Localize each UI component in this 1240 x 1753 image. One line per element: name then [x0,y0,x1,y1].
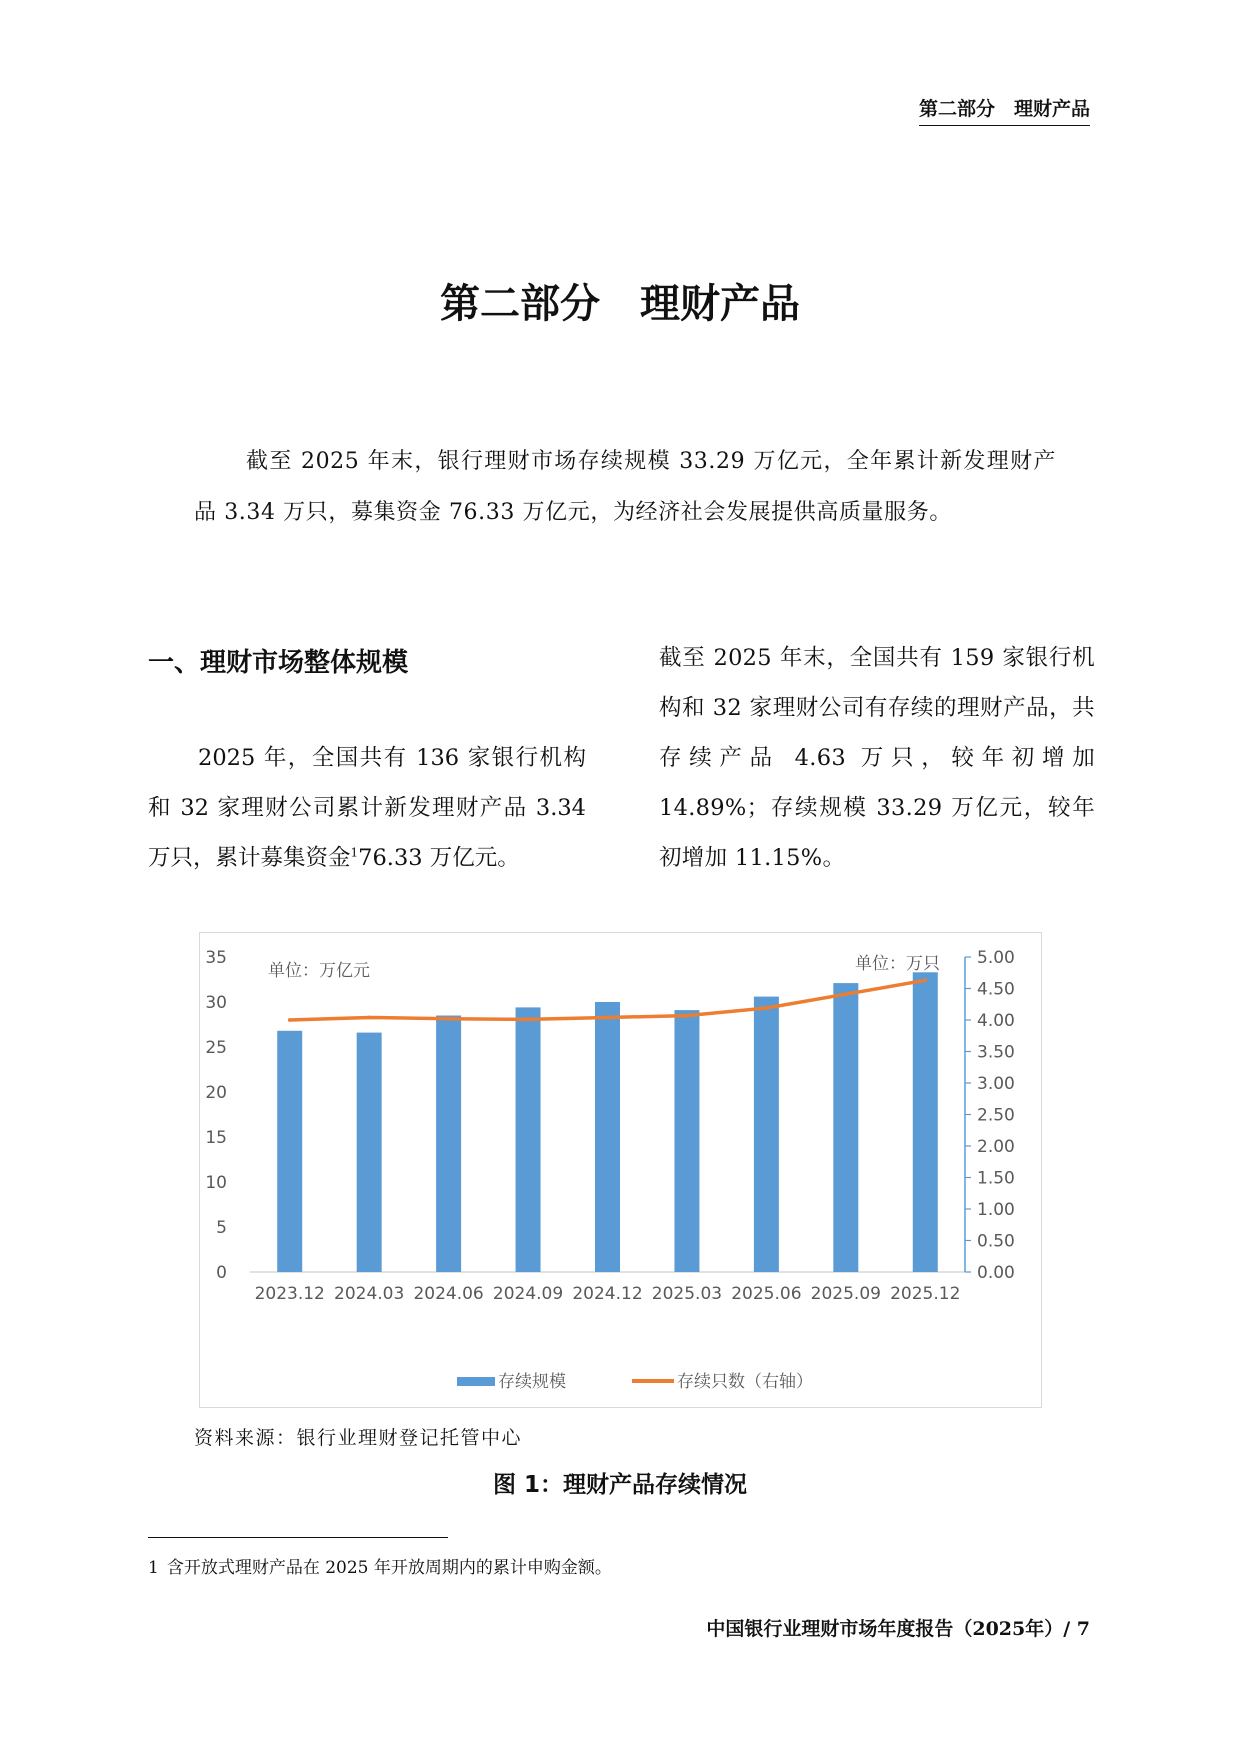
bar-2025.06 [754,997,779,1272]
right-axis-tick-label: 5.00 [977,948,1015,968]
right-axis-tick-label: 3.50 [977,1042,1015,1063]
x-axis-tick-label: 2025.09 [810,1284,881,1304]
left-axis-tick-label: 25 [205,1038,227,1058]
right-axis-tick-label: 4.00 [977,1011,1015,1031]
line-point-2025.09 [844,992,848,996]
left-paragraph-text-end: 76.33 万亿元。 [358,845,520,871]
left-unit-label: 单位：万亿元 [268,961,370,981]
left-column-paragraph [148,733,586,883]
bar-2025.12 [913,972,938,1272]
figure-caption: 图 1：理财产品存续情况 [492,1472,747,1498]
x-axis-tick-label: 2024.12 [572,1284,643,1304]
line-point-2025.06 [765,1006,769,1010]
chart-legend [457,1372,813,1392]
left-axis-tick-label: 35 [205,948,227,968]
right-axis-tick-label: 1.00 [977,1200,1015,1220]
left-axis-tick-label: 30 [205,993,227,1013]
source-note: 资料来源：银行业理财登记托管中心 [194,1427,523,1449]
right-axis-tick-label: 0.00 [977,1263,1015,1283]
section-heading: 一、理财市场整体规模 [148,648,409,678]
footnote-reference[interactable]: 1 [350,845,359,860]
x-axis-tick-label: 2023.12 [254,1284,325,1304]
line-point-2024.06 [447,1017,451,1021]
legend-bar-swatch [457,1377,495,1386]
bar-2024.06 [436,1016,461,1273]
x-axis-tick-label: 2025.12 [890,1284,961,1304]
left-axis-tick-label: 20 [205,1083,227,1103]
line-point-2024.03 [367,1016,371,1020]
right-axis-tick-label: 2.50 [977,1105,1015,1126]
left-paragraph-text: 2025 年，全国共有 136 家银行机构和 32 家理财公司累计新发理财产品 3.34 万只，累计募集资金 [148,745,586,871]
line-point-2025.12 [923,979,927,983]
legend-bar-label: 存续规模 [498,1372,566,1392]
bar-2024.09 [516,1007,541,1272]
bar-2025.09 [833,983,858,1272]
page-footer: 中国银行业理财市场年度报告（2025年）/ 7 [706,1618,1090,1640]
right-axis-tick-label: 3.00 [977,1074,1015,1094]
right-unit-label: 单位：万只 [855,954,940,974]
intro-paragraph: 截至 2025 年末，银行理财市场存续规模 33.29 万亿元，全年累计新发理财产品 3.34 万只，募集资金 76.33 万亿元，为经济社会发展提供高质量服务。 [194,449,1056,525]
bar-2024.12 [595,1002,620,1272]
footnote-divider [148,1537,448,1538]
running-header: 第二部分 理财产品 [919,94,1090,126]
footnote [148,1553,612,1578]
chart-container [199,932,1042,1408]
stock-chart [200,933,1043,1409]
bar-2025.03 [674,1010,699,1272]
bar-2023.12 [277,1031,302,1272]
left-axis-tick-label: 0 [216,1263,227,1283]
x-axis-tick-label: 2025.03 [651,1284,723,1304]
footnote-mark: 1 [148,1558,159,1578]
left-axis-tick-label: 10 [205,1173,227,1193]
footnote-text: 含开放式理财产品在 2025 年开放周期内的累计申购金额。 [166,1558,612,1578]
legend-line-label: 存续只数（右轴） [677,1372,813,1392]
right-axis-tick-label: 1.50 [977,1168,1015,1189]
part-title: 第二部分 理财产品 [440,280,800,327]
right-axis-tick-label: 4.50 [977,979,1015,1000]
right-axis-tick-label: 0.50 [977,1231,1015,1252]
line-point-2024.09 [526,1018,530,1022]
left-axis-tick-label: 5 [216,1218,227,1238]
x-axis-tick-label: 2024.06 [413,1284,484,1304]
right-column-paragraph: 截至 2025 年末，全国共有 159 家银行机构和 32 家理财公司有存续的理财产品，共存续产品 4.63 万只，较年初增加 14.89%；存续规模 33.29 万亿元，较年初增加 11.15%。 [659,645,1095,871]
x-axis-tick-label: 2024.03 [334,1284,405,1304]
bar-2024.03 [357,1033,382,1272]
right-axis [965,948,1015,1283]
line-point-2025.03 [685,1014,689,1018]
x-axis-tick-label: 2025.06 [731,1284,802,1304]
x-axis-tick-label: 2024.09 [492,1284,564,1304]
left-axis-tick-label: 15 [205,1128,227,1148]
x-axis-labels [255,1284,961,1304]
right-axis-tick-label: 2.00 [977,1137,1015,1157]
line-point-2024.12 [606,1016,610,1020]
line-point-2023.12 [288,1018,292,1022]
